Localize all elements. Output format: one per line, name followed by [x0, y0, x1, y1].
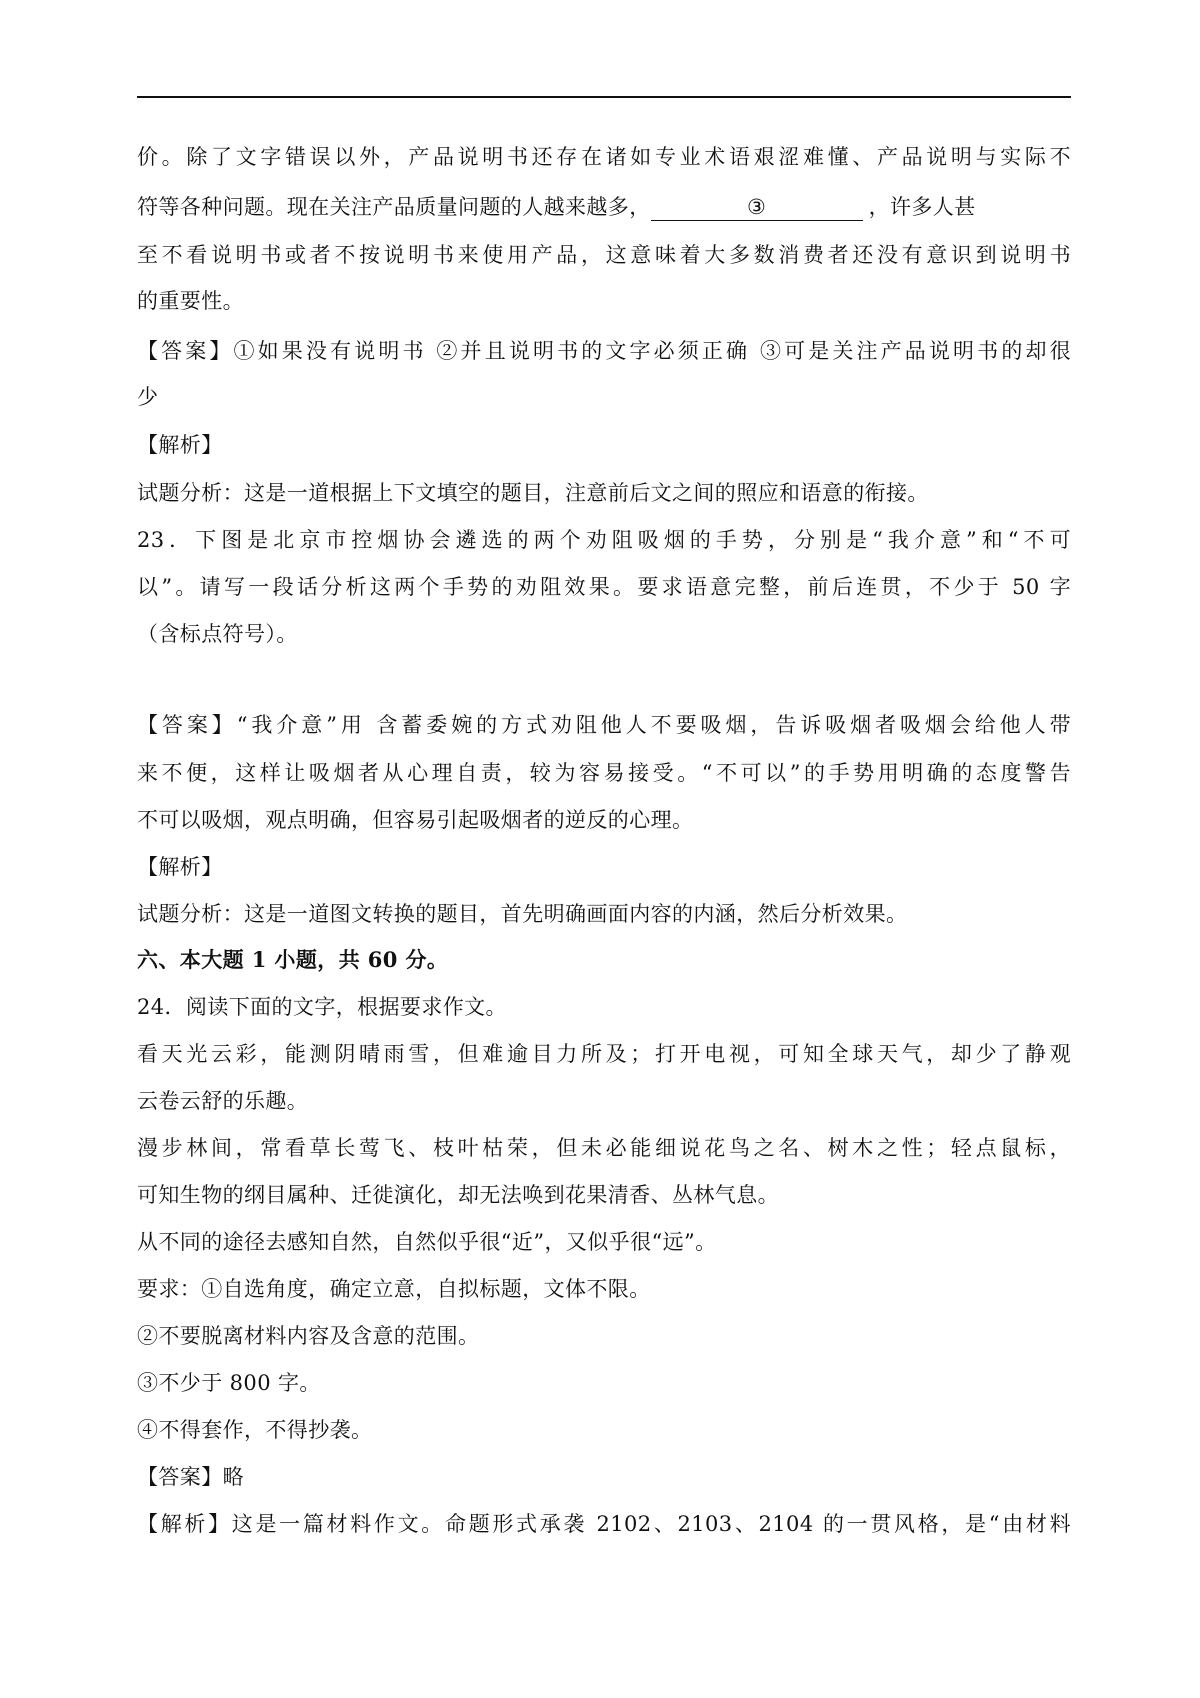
text-line: 至不看说明书或者不按说明书来使用产品，这意味着大多数消费者还没有意识到说明书: [137, 243, 1071, 267]
text-line: 从不同的途径去感知自然，自然似乎很“近”，又似乎很“远”。: [137, 1230, 717, 1254]
text-line: 少: [137, 385, 159, 409]
text-line: 试题分析：这是一道图文转换的题目，首先明确画面内容的内涵，然后分析效果。: [137, 902, 908, 926]
requirement-line: 要求：①自选角度，确定立意，自拟标题，文体不限。: [137, 1277, 651, 1301]
text-line: 云卷云舒的乐趣。: [137, 1089, 309, 1113]
analysis-line: 【解析】这是一篇材料作文。命题形式承袭 2102、2103、2104 的一贯风格，是“由材料: [137, 1512, 1071, 1536]
text-line: 试题分析：这是一道根据上下文填空的题目，注意前后文之间的照应和语意的衔接。: [137, 481, 929, 505]
analysis-heading: 【解析】: [137, 433, 223, 457]
text-line: 可知生物的纲目属种、迁徙演化，却无法唤到花果清香、丛林气息。: [137, 1183, 779, 1207]
text-line: 看天光云彩，能测阴晴雨雪，但难逾目力所及；打开电视，可知全球天气，却少了静观: [137, 1042, 1071, 1066]
text-segment: 符等各种问题。现在关注产品质量问题的人越来越多，: [137, 195, 651, 219]
requirement-line: ②不要脱离材料内容及含意的范围。: [137, 1324, 480, 1348]
text-segment: ，许多人甚: [868, 195, 976, 219]
answer-line: 【答案】①如果没有说明书 ②并且说明书的文字必须正确 ③可是关注产品说明书的却很: [137, 339, 1071, 363]
section-heading: 六、本大题 1 小题，共 60 分。: [137, 947, 449, 972]
analysis-heading: 【解析】: [137, 855, 223, 879]
text-line: 的重要性。: [137, 289, 244, 313]
header-rule: [137, 96, 1071, 98]
text-line: （含标点符号）。: [137, 622, 298, 646]
question-line: 24．阅读下面的文字，根据要求作文。: [137, 995, 507, 1019]
text-line: 以”。请写一段话分析这两个手势的劝阻效果。要求语意完整，前后连贯，不少于 50 字: [137, 575, 1071, 599]
answer-line: 【答案】略: [137, 1465, 244, 1489]
answer-line: 【答案】“我介意”用 含蓄委婉的方式劝阻他人不要吸烟，告诉吸烟者吸烟会给他人带: [137, 713, 1071, 737]
text-line: 不可以吸烟，观点明确，但容易引起吸烟者的逆反的心理。: [137, 808, 694, 832]
requirement-line: ④不得套作，不得抄袭。: [137, 1418, 373, 1442]
fill-blank: ③: [651, 194, 863, 221]
question-line: 23．下图是北京市控烟协会遴选的两个劝阻吸烟的手势，分别是“我介意”和“不可: [137, 528, 1071, 552]
requirement-line: ③不少于 800 字。: [137, 1371, 321, 1395]
text-line: 来不便，这样让吸烟者从心理自责，较为容易接受。“不可以”的手势用明确的态度警告: [137, 761, 1071, 785]
text-line-with-blank: [137, 190, 1071, 224]
text-line: 漫步林间，常看草长莺飞、枝叶枯荣，但未必能细说花鸟之名、树木之性；轻点鼠标，: [137, 1136, 1071, 1160]
text-line: 价。除了文字错误以外，产品说明书还存在诸如专业术语艰涩难懂、产品说明与实际不: [137, 145, 1071, 169]
